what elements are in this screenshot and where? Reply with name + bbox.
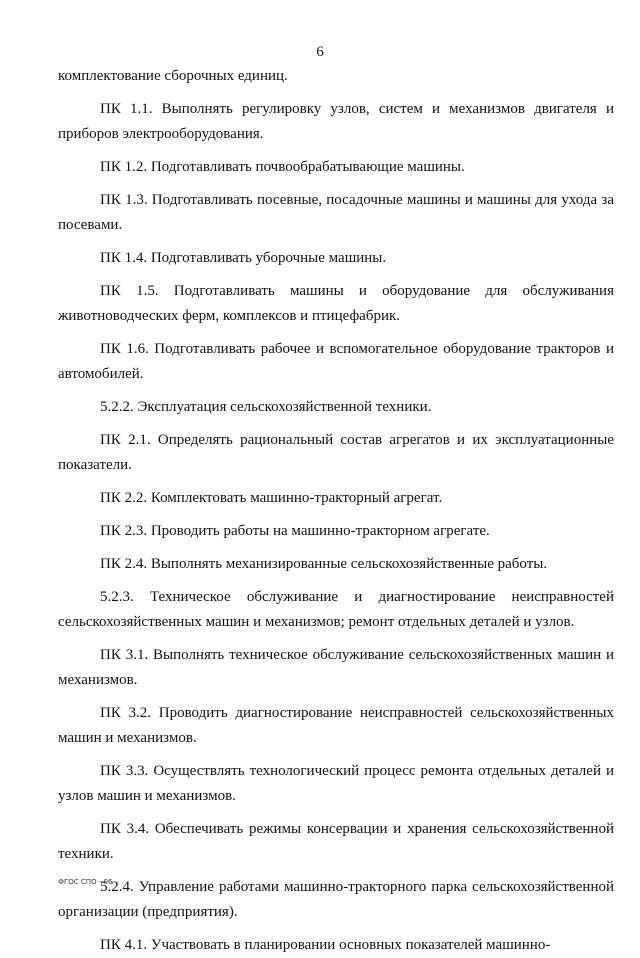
paragraph: ПК 3.3. Осуществлять технологический процесс ремонта отдельных деталей и узлов машин и механизмов.: [58, 763, 614, 804]
section-heading: 5.2.2. Эксплуатация сельскохозяйственной техники.: [100, 399, 432, 415]
paragraph: ПК 3.1. Выполнять техническое обслуживание сельскохозяйственных машин и механизмов.: [58, 647, 614, 688]
page-number: 6: [316, 44, 324, 60]
paragraph: ПК 3.4. Обеспечивать режимы консервации и хранения сельскохозяйственной техники.: [58, 821, 614, 862]
paragraph: комплектование сборочных единиц.: [58, 68, 288, 84]
section-heading: 5.2.4. Управление работами машинно-тракторного парка сельскохозяйственной организации (предприятия).: [58, 879, 614, 920]
paragraph: ПК 1.5. Подготавливать машины и оборудование для обслуживания животноводческих ферм, комплексов и птицефабрик.: [58, 283, 614, 324]
paragraph: ПК 1.2. Подготавливать почвообрабатывающие машины.: [100, 159, 465, 175]
paragraph: ПК 3.2. Проводить диагностирование неисправностей сельскохозяйственных машин и механизмов.: [58, 705, 614, 746]
paragraph: ПК 2.2. Комплектовать машинно-тракторный агрегат.: [100, 490, 443, 506]
paragraph: ПК 1.4. Подготавливать уборочные машины.: [100, 250, 387, 266]
footer-label: ФГОС СПО - 06: [58, 878, 113, 886]
paragraph: ПК 1.3. Подготавливать посевные, посадочные машины и машины для ухода за посевами.: [58, 192, 614, 233]
paragraph: ПК 2.1. Определять рациональный состав агрегатов и их эксплуатационные показатели.: [58, 432, 614, 473]
paragraph: ПК 2.4. Выполнять механизированные сельскохозяйственные работы.: [100, 556, 548, 572]
section-heading: 5.2.3. Техническое обслуживание и диагностирование неисправностей сельскохозяйственных машин и механизмов; ремонт отдельных деталей и узлов.: [58, 589, 614, 630]
paragraph: ПК 2.3. Проводить работы на машинно-тракторном агрегате.: [100, 523, 490, 539]
document-body: [58, 64, 614, 958]
paragraph: ПК 1.6. Подготавливать рабочее и вспомогательное оборудование тракторов и автомобилей.: [58, 341, 614, 382]
paragraph: ПК 1.1. Выполнять регулировку узлов, систем и механизмов двигателя и приборов электрооборудования.: [58, 101, 614, 142]
paragraph: ПК 4.1. Участвовать в планировании основных показателей машинно-: [100, 937, 551, 953]
